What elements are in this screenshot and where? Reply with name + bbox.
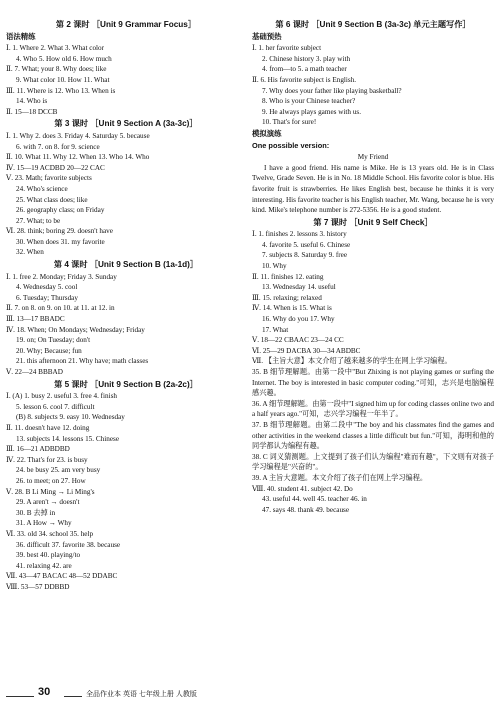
answer-line: 27. What; to be [16,216,61,225]
answer-line: 26. geography class; on Friday [16,206,105,215]
answer-line: Ⅵ. 28. think; boring 29. doesn't have [6,227,113,236]
left-column [6,18,246,592]
answer-explanation: 35. B 细节理解题。由第一段中"But Zhixing is not playing games or surfing the Internet. The boy is interested in basic computer coding."可知，志兴是电脑编程感兴趣。 [252,368,494,398]
answer-line: Ⅵ. 33. old 34. school 35. help [6,529,94,538]
answer-line: 20. Why; Because; fun [16,346,82,355]
answer-line: Ⅰ. 1. Why 2. does 3. Friday 4. Saturday 5. because [6,131,150,140]
answer-line: 30. When does 31. my favorite [16,237,105,246]
answer-line: Ⅰ. 1. free 2. Monday; Friday 3. Sunday [6,272,117,281]
answer-line: 41. relaxing 42. are [16,561,72,570]
lesson-heading: 第 3 课时 ［Unit 9 Section A (3a-3c)］ [54,119,198,129]
answer-line: Ⅱ. 15—18 DCCB [6,107,58,116]
answer-line: Ⅴ. 28. B Li Ming → Li Ming's [6,487,95,496]
answer-line: 6. Tuesday; Thursday [16,293,78,302]
answer-line: 4. favorite 5. useful 6. Chinese [262,240,351,249]
answer-line: Ⅱ. 7. What; your 8. Why does; like [6,65,107,74]
answer-line: Ⅳ. 22. That's for 23. is busy [6,455,88,464]
answer-line: 26. to meet; on 27. How [16,476,86,485]
footer-rule-left [6,696,34,697]
answer-line: Ⅷ. 53—57 DDBBD [6,582,70,591]
answer-line: 4. Wednesday 5. cool [16,283,78,292]
answer-line: 17. What [262,325,289,334]
footer-rule-mid [64,696,82,697]
answer-line: 39. A 主旨大意题。本文介绍了孩子们在网上学习编程。 [252,473,428,482]
lesson-heading: 第 5 课时 ［Unit 9 Section B (2a-2c)］ [54,379,198,389]
answer-explanation: 36. A 细节理解题。由第一段中"I signed him up for coding classes online two and a half years ago."可知，志兴学习编程一年半了。 [252,399,494,419]
answer-line: 9. What color 10. How 11. What [16,75,110,84]
lesson-heading: 第 6 课时 ［Unit 9 Section B (3a-3c) 单元主题写作］ [275,20,471,29]
answer-line: 24. Who's science [16,184,68,193]
right-column [252,18,494,515]
answer-line: Ⅲ. 11. Where is 12. Who 13. When is [6,86,116,95]
answer-line: Ⅲ. 16—21 ADBDBD [6,445,70,454]
answer-line: 4. Who 5. How old 6. How much [16,54,112,63]
answer-line: Ⅰ. 1. Where 2. What 3. What color [6,44,105,53]
answer-line: 10. That's for sure! [262,118,317,127]
answer-line: 16. Why do you 17. Why [262,315,335,324]
answer-line: Ⅴ. 23. Math; favorite subjects [6,174,92,183]
subsection-label: One possible version: [252,140,330,150]
answer-line: Ⅱ. 10. What 11. Why 12. When 13. Who 14. Who [6,153,150,162]
answer-explanation: Ⅶ. 【主旨大意】本文介绍了越来越多的学生在网上学习编程。 [252,357,452,366]
lesson-heading: 第 4 课时 ［Unit 9 Section B (1a-1d)］ [53,260,199,270]
answer-line: Ⅰ. (A) 1. busy 2. useful 3. free 4. finish [6,392,118,401]
answer-line: 8. Who is your Chinese teacher? [262,97,356,106]
answer-line: 47. says 48. thank 49. because [262,505,350,514]
answer-line: Ⅲ. 15. relaxing; relaxed [252,293,322,302]
answer-line: 19. on; On Tuesday; don't [16,336,91,345]
answer-line: 9. He always plays games with us. [262,107,362,116]
page-number [38,687,50,698]
answer-line: 7. Why does your father like playing basketball? [262,86,402,95]
answer-line: 24. be busy 25. am very busy [16,466,101,475]
answer-line: 29. A aren't → doesn't [16,498,80,507]
answer-line: Ⅳ. 15—19 ACDBD 20—22 CAC [6,163,105,172]
answer-line: 31. A How → Why [16,519,72,528]
answer-explanation: 38. C 词义猜测题。上文提到了孩子们认为编程"难而有趣"，下文则有对孩子学习编程是"兴奋的"。 [252,452,494,472]
subsection-label: 语法精练 [6,31,36,41]
page-number-text: 30 [38,686,51,698]
footer-book-title: 全品作业本 英语 七年级上册 人教版 [86,691,197,698]
answer-line: Ⅵ. 25—29 DACBA 30—34 ABDBC [252,346,361,355]
essay-title: My Friend [357,153,389,162]
answer-line: 21. this afternoon 21. Why have; math classes [16,357,149,366]
answer-line: Ⅱ. 11. finishes 12. eating [252,272,324,281]
answer-line: 32. When [16,248,44,257]
answer-line: Ⅲ. 13—17 BBADC [6,315,65,324]
answer-line: Ⅰ. 1. her favorite subject [252,44,322,53]
answer-line: 10. Why [262,262,287,271]
answer-line: Ⅰ. 1. finishes 2. lessons 3. history [252,230,347,239]
answer-line: Ⅴ. 22—24 BBBAD [6,368,63,376]
answer-line: Ⅳ. 18. When; On Mondays; Wednesday; Friday [6,325,145,334]
essay-body: I have a good friend. His name is Mike. He is 13 years old. He is in Class Twelve, Grade Seven. He is in No. 18 Middle School. His favorite color is blue. His favorite fruit is strawberries. He likes English best, because he thinks it is very interesting. His favorite teacher is his English teacher, Mr. Wang, because he is very kind. Mike's telephone number is 272-5356. He is a good student. [252,163,494,215]
answer-line: 7. subjects 8. Saturday 9. free [262,251,348,260]
answer-line: Ⅳ. 14. When is 15. What is [252,304,332,313]
answer-line: 43. useful 44. well 45. teacher 46. in [262,495,367,504]
answer-line: 39. best 40. playing/to [16,551,81,560]
answer-line: 13. subjects 14. lessons 15. Chinese [16,434,120,443]
answer-line: 2. Chinese history 3. play with [262,54,351,63]
subsection-label: 模拟演练 [252,128,282,138]
answer-line: 6. with 7. on 8. for 9. science [16,142,100,151]
answer-explanation: 37. B 细节理解题。由第二段中"The boy and his classmates find the games and other activities in the weekend classes a little difficult but fun."可知，海明和他的同学都认为编程有趣。 [252,420,494,451]
answer-line: Ⅱ. 6. His favorite subject is English. [252,75,357,84]
answer-line: 36. difficult 37. favorite 38. because [16,540,121,549]
lesson-heading: 第 2 课时 ［Unit 9 Grammar Focus］ [55,20,197,29]
answer-line: Ⅱ. 11. doesn't have 12. doing [6,423,90,432]
answer-line: 30. B 去掉 in [16,508,56,517]
answer-line: Ⅱ. 7. on 8. on 9. on 10. at 11. at 12. in [6,304,115,313]
answer-line: 14. Who is [16,97,48,106]
lesson-heading: 第 7 课时 ［Unit 9 Self Check］ [313,217,433,227]
page-footer [0,686,500,703]
answer-line: Ⅴ. 18—22 CBAAC 23—24 CC [252,336,344,345]
answer-line: 4. from—to 5. a math teacher [262,65,347,74]
answer-line: Ⅷ. 40. student 41. subject 42. Do [252,484,353,493]
answer-line: Ⅶ. 43—47 BACAC 48—52 DDABC [6,572,118,581]
answer-line: 13. Wednesday 14. useful [262,283,336,292]
answer-line: (B) 8. subjects 9. easy 10. Wednesday [16,413,125,422]
answer-line: 5. lesson 6. cool 7. difficult [16,402,95,411]
answer-line: 25. What class does; like [16,195,88,204]
subsection-label: 基础预热 [252,31,282,41]
